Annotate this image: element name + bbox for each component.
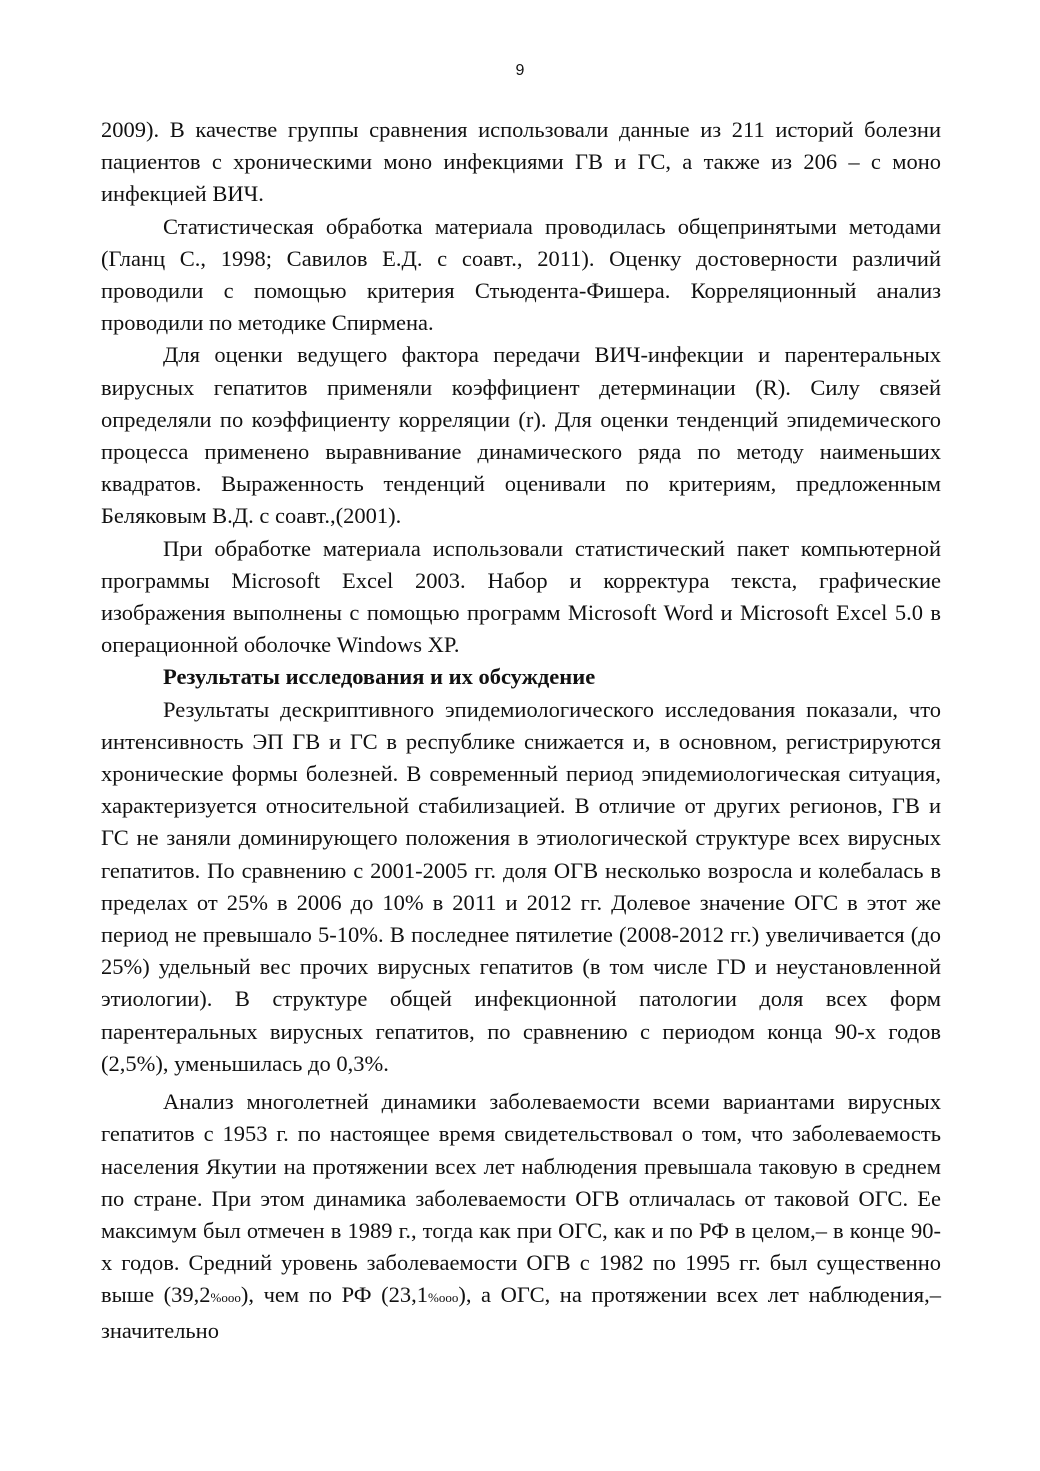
text-fragment: ), чем по РФ (23,1: [240, 1282, 428, 1308]
paragraph-descriptive-results: Результаты дескриптивного эпидемиологического исследования показали, что интенсивность ЭП ГВ и ГС в республике снижается и, в основном, регистрируются хронические формы болезней. В современный период эпидемиологическая ситуация, характеризуется относительной стабилизацией. В отличие от других регионов, ГВ и ГС не заняли доминирующего положения в этиологической структуре всех вирусных гепатитов. По сравнению с 2001-2005 гг. доля ОГВ несколько возросла и колебалась в пределах от 25% в 2006 до 10% в 2011 и 2012 гг. Долевое значение ОГС в этот же период не превышало 5-10%. В последнее пятилетие (2008-2012 гг.) увеличивается (до 25%) удельный вес прочих вирусных гепатитов (в том числе ГD и неустановленной этиологии). В структуре общей инфекционной патологии доля всех форм парентеральных вирусных гепатитов, по сравнению с периодом конца 90-х годов (2,5%), уменьшилась до 0,3%.: [101, 696, 941, 1076]
paragraph-software: При обработке материала использовали статистический пакет компьютерной программы Microsoft Excel 2003. Набор и корректура текста, графические изображения выполнены с помощью программ Microsoft Word и Microsoft Excel 5.0 в операционной оболочке Windows XP.: [101, 535, 941, 658]
paragraph-long-term-dynamics: [101, 1086, 941, 1347]
paragraph-comparison-group: 2009). В качестве группы сравнения использовали данные из 211 историй болезни пациентов с хроническими моно инфекциями ГВ и ГС, а также из 206 – с моно инфекцией ВИЧ.: [101, 117, 941, 207]
per-hundred-thousand-sign: %ооо: [210, 1290, 241, 1306]
page-number: 9: [515, 62, 525, 79]
per-hundred-thousand-sign: %ооо: [427, 1290, 459, 1306]
paragraph-statistical-processing: Статистическая обработка материала проводилась общепринятыми методами (Гланц С., 1998; Савилов Е.Д. с соавт., 2011). Оценку достоверности различий проводили с помощью критерия Стьюдента-Фишера. Корреляционный анализ проводили по методике Спирмена.: [101, 213, 941, 336]
document-body: [101, 114, 941, 1347]
text-fragment: ), а ОГС, на протяжении всех лет наблюдения,– значительно: [101, 1282, 941, 1343]
section-heading-results: Результаты исследования и их обсуждение: [163, 664, 596, 690]
text-fragment: Анализ многолетней динамики заболеваемости всеми вариантами вирусных гепатитов с 1953 г. по настоящее время свидетельствовал о том, что заболеваемость населения Якутии на протяжении всех лет наблюдения превышала таковую в среднем по стране. При этом динамика заболеваемости ОГВ отличалась от таковой ОГС. Ее максимум был отмечен в 1989 г., тогда как при ОГС, как и по РФ в целом,– в конце 90-х годов. Средний уровень заболеваемости ОГВ с 1982 по 1995 гг. был существенно выше (39,2: [101, 1089, 941, 1308]
paragraph-determination-coefficient: Для оценки ведущего фактора передачи ВИЧ-инфекции и парентеральных вирусных гепатитов применяли коэффициент детерминации (R). Силу связей определяли по коэффициенту корреляции (r). Для оценки тенденций эпидемического процесса применено выравнивание динамического ряда по методу наименьших квадратов. Выраженность тенденций оценивали по критериям, предложенным Беляковым В.Д. с соавт.,(2001).: [101, 342, 941, 529]
